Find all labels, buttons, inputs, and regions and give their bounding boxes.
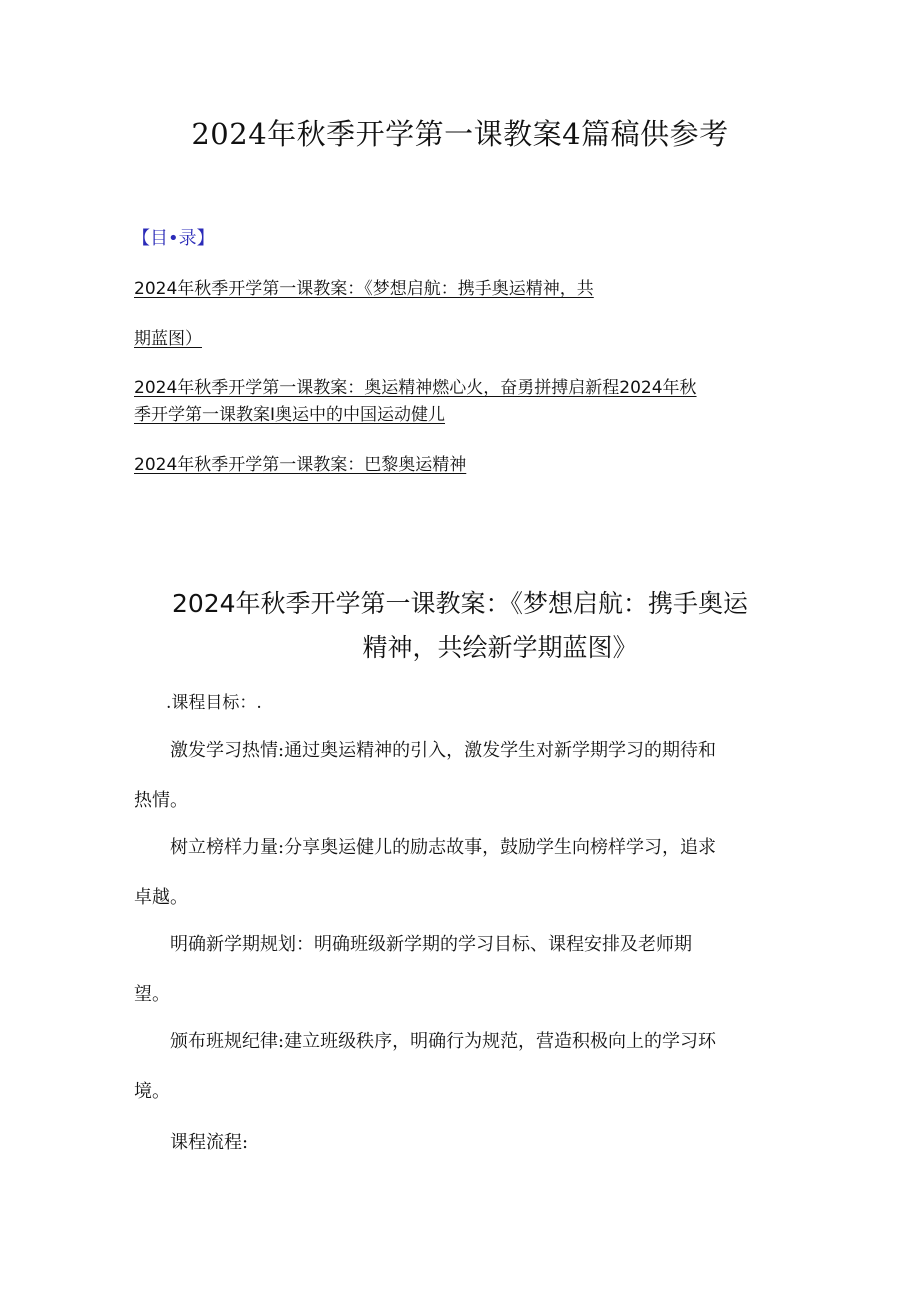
paragraph-2 [134,823,794,923]
paragraph-1-line-2: 热情。 [134,790,188,811]
paragraph-2-line-2: 卓越。 [134,887,188,908]
toc-link-3[interactable]: 2024年秋季开学第一课教案：巴黎奥运精神 [134,455,467,475]
toc-link-2-continued[interactable]: 季开学第一课教案I奥运中的中国运动健儿 [134,405,446,425]
course-process-label [134,1118,794,1168]
section-title-line-2: 精神，共绘新学期蓝图》 [362,633,638,662]
paragraph-3-line-2: 望。 [134,984,170,1005]
toc-link-1-continued[interactable]: 期蓝图） [134,329,202,349]
course-process-label-text: 课程流程: [170,1132,249,1153]
paragraph-3-line-1: 明确新学期规划：明确班级新学期的学习目标、课程安排及老师期 [170,934,692,955]
document-title: 2024年秋季开学第一课教案4篇稿供参考 [191,117,729,151]
course-goal-label: .课程目标：. [166,693,262,713]
toc-link-2[interactable]: 2024年秋季开学第一课教案：奥运精神燃心火，奋勇拼搏启新程2024年秋 [134,378,697,398]
toc-heading: 【目•录】 [132,228,215,249]
paragraph-4-line-2: 境。 [134,1081,170,1102]
paragraph-4 [134,1017,794,1117]
toc-link-1[interactable]: 2024年秋季开学第一课教案：《梦想启航：携手奥运精神，共 [134,279,594,299]
paragraph-4-line-1: 颁布班规纪律:建立班级秩序，明确行为规范，营造积极向上的学习环 [170,1031,717,1052]
paragraph-1 [134,726,794,826]
paragraph-1-line-1: 激发学习热情:通过奥运精神的引入，激发学生对新学期学习的期待和 [170,740,717,761]
paragraph-2-line-1: 树立榜样力量:分享奥运健儿的励志故事，鼓励学生向榜样学习，追求 [170,837,717,858]
section-title [80,582,840,670]
paragraph-3 [134,920,794,1020]
section-title-line-1: 2024年秋季开学第一课教案：《梦想启航：携手奥运 [171,589,749,618]
